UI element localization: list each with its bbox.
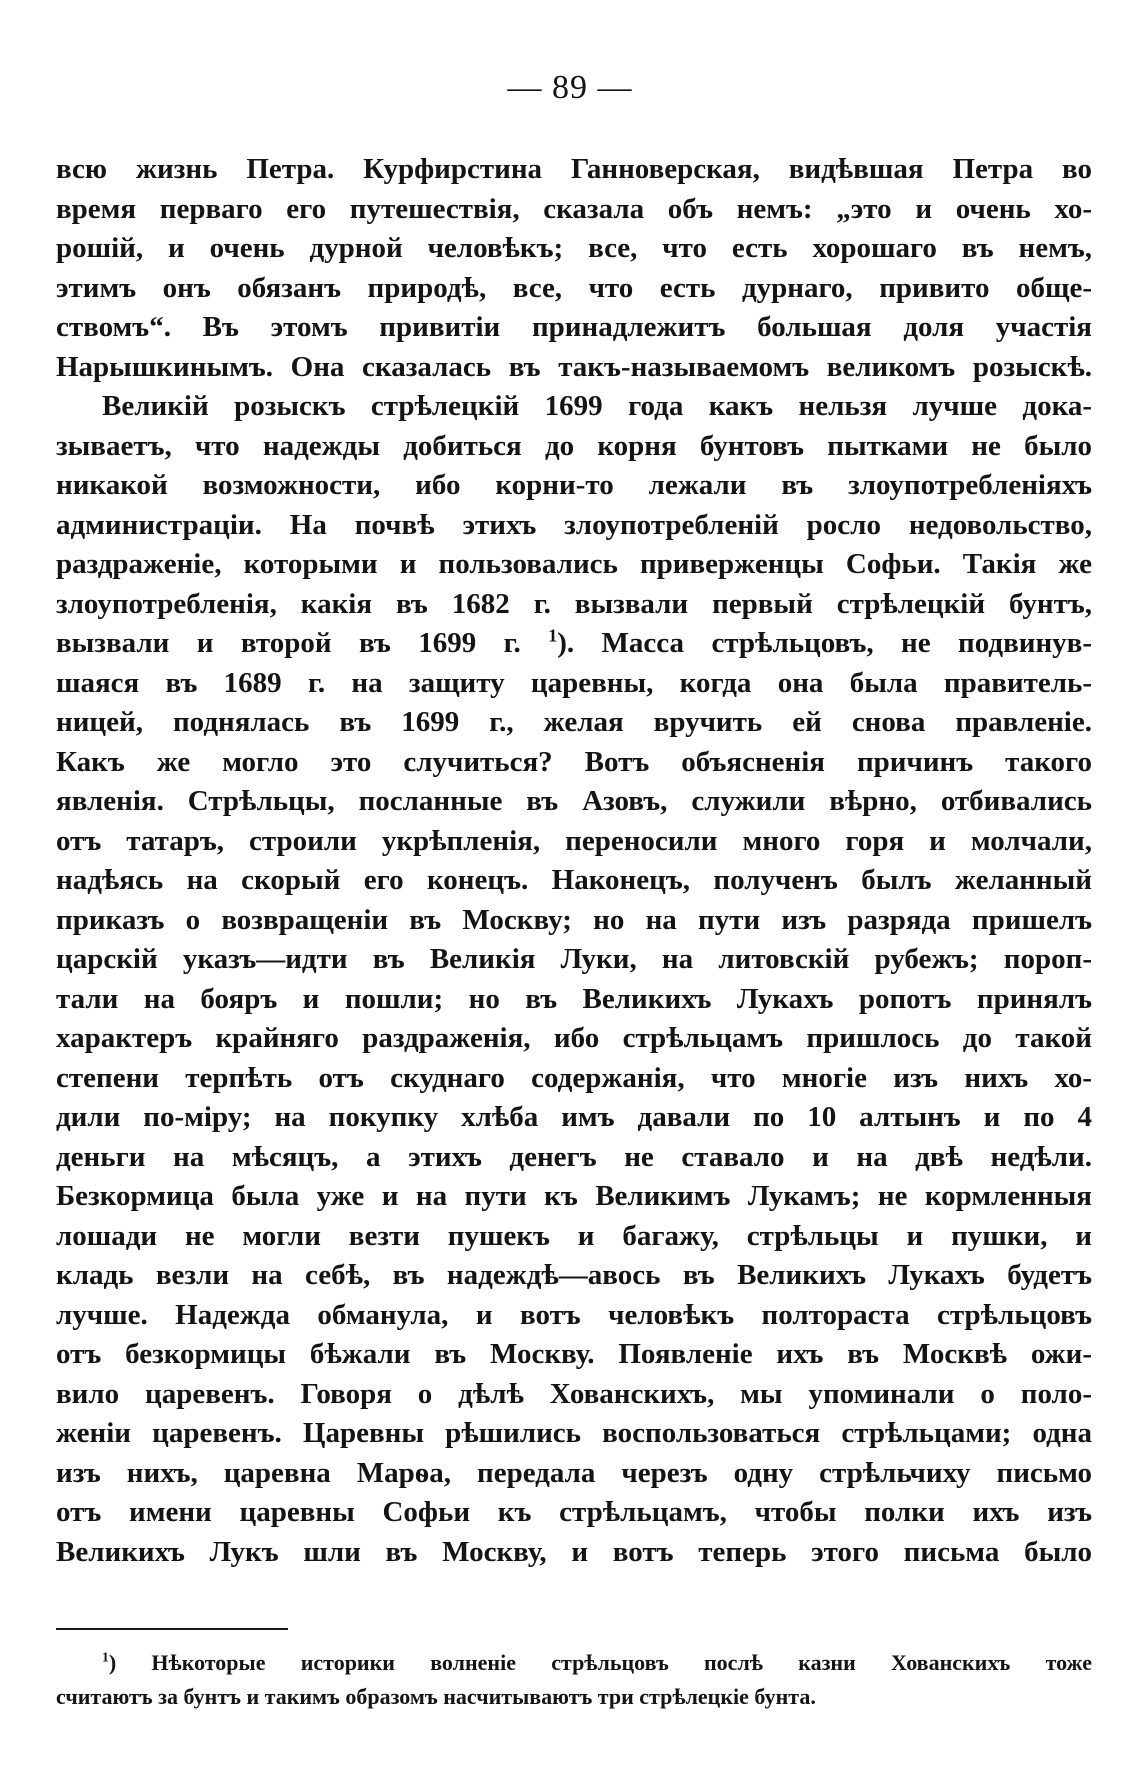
text-line: явленія. Стрѣльцы, посланные въ Азовъ, служили вѣрно, отбивались [56, 785, 1092, 817]
text-line: раздраженіе, которыми и пользовались приверженцы Софьи. Такія же [56, 548, 1092, 580]
footnote-line [56, 1646, 1092, 1680]
text-line: зываетъ, что надежды добиться до корня бунтовъ пытками не было [56, 429, 1092, 462]
text-line: характеръ крайняго раздраженія, ибо стрѣльцамъ пришлось до такой [56, 1022, 1092, 1054]
text-line: надѣясь на скорый его конецъ. Наконецъ, полученъ былъ желанный [56, 864, 1092, 896]
text-line: время перваго его путешествія, сказала объ немъ: „это и очень хо- [56, 192, 1092, 225]
text-segment: ). Масса стрѣльцовъ, не подвинув- [557, 627, 1092, 659]
text-line: злоупотребленія, какія въ 1682 г. вызвали первый стрѣлецкій бунтъ, [56, 587, 1092, 620]
text-segment: вызвали и второй въ 1699 г. [56, 627, 521, 659]
footnote-marker: 1 [102, 1649, 109, 1665]
text-line: изъ нихъ, царевна Марѳа, передала черезъ одну стрѣльчиху письмо [56, 1456, 1092, 1489]
text-line: ствомъ“. Въ этомъ привитіи принадлежитъ большая доля участія [56, 311, 1092, 343]
text-line: этимъ онъ обязанъ природѣ, все, что есть дурнаго, привито обще- [56, 271, 1092, 304]
text-line: вило царевенъ. Говоря о дѣлѣ Хованскихъ, мы упоминали о поло- [56, 1377, 1092, 1410]
text-line: всю жизнь Петра. Курфирстина Ганноверская, видѣвшая Петра во [56, 153, 1092, 185]
text-line: степени терпѣть отъ скуднаго содержанія, что многіе изъ нихъ хо- [56, 1061, 1092, 1094]
footnote-text: ) Нѣкоторые историки волненіе стрѣльцовъ послѣ казни Хованскихъ тоже [108, 1650, 1092, 1675]
text-line: Какъ же могло это случиться? Вотъ объясненія причинъ такого [56, 745, 1092, 778]
text-line: царскій указъ—идти въ Великія Луки, на литовскій рубежъ; пороп- [56, 943, 1092, 975]
text-line: никакой возможности, ибо корни-то лежали въ злоупотребленіяхъ [56, 469, 1092, 501]
text-line: отъ имени царевны Софьи къ стрѣльцамъ, чтобы полки ихъ изъ [56, 1496, 1092, 1528]
text-line: отъ татаръ, строили укрѣпленія, переносили много горя и молчали, [56, 824, 1092, 857]
text-line: рошій, и очень дурной человѣкъ; все, что есть хорошаго въ немъ, [56, 232, 1092, 264]
text-line: Нарышкинымъ. Она сказалась въ такъ-называемомъ великомъ розыскѣ. [56, 350, 1092, 383]
footnote-divider [56, 1628, 288, 1630]
text-line-with-footnote [56, 624, 1092, 664]
main-text [56, 150, 1092, 1572]
text-line: дили по-міру; на покупку хлѣба имъ давали по 10 алтынъ и по 4 [56, 1101, 1092, 1133]
text-line: Великій розыскъ стрѣлецкій 1699 года какъ нельзя лучше дока- [102, 390, 1092, 422]
text-line: женіи царевенъ. Царевны рѣшились воспользоваться стрѣльцами; одна [56, 1417, 1092, 1449]
text-line: Великихъ Лукъ шли въ Москву, и вотъ теперь этого письма было [56, 1535, 1092, 1568]
footnote-reference[interactable]: 1 [548, 625, 558, 646]
footnote-line: считаютъ за бунтъ и такимъ образомъ насчитываютъ три стрѣлецкіе бунта. [56, 1684, 816, 1709]
page-number: — 89 — [507, 69, 633, 106]
text-line: лошади не могли везти пушекъ и багажу, стрѣльцы и пушки, и [56, 1219, 1092, 1252]
text-line: ницей, поднялась въ 1699 г., желая вручить ей снова правленіе. [56, 706, 1092, 738]
text-line: администраціи. На почвѣ этихъ злоупотребленій росло недовольство, [56, 508, 1092, 541]
text-line: лучше. Надежда обманула, и вотъ человѣкъ полтораста стрѣльцовъ [56, 1298, 1092, 1331]
text-line: отъ безкормицы бѣжали въ Москву. Появленіе ихъ въ Москвѣ ожи- [56, 1338, 1092, 1370]
text-line: Безкормица была уже и на пути къ Великимъ Лукамъ; не кормленныя [56, 1180, 1092, 1212]
text-line: шаяся въ 1689 г. на защиту царевны, когда она была правитель- [56, 666, 1092, 699]
text-line: кладь везли на себѣ, въ надеждѣ—авось въ Великихъ Лукахъ будетъ [56, 1259, 1092, 1291]
text-line: приказъ о возвращеніи въ Москву; но на пути изъ разряда пришелъ [56, 903, 1092, 936]
text-line: деньги на мѣсяцъ, а этихъ денегъ не ставало и на двѣ недѣли. [56, 1140, 1092, 1173]
footnotes [56, 1646, 1092, 1714]
text-line: тали на бояръ и пошли; но въ Великихъ Лукахъ ропотъ принялъ [56, 982, 1092, 1015]
